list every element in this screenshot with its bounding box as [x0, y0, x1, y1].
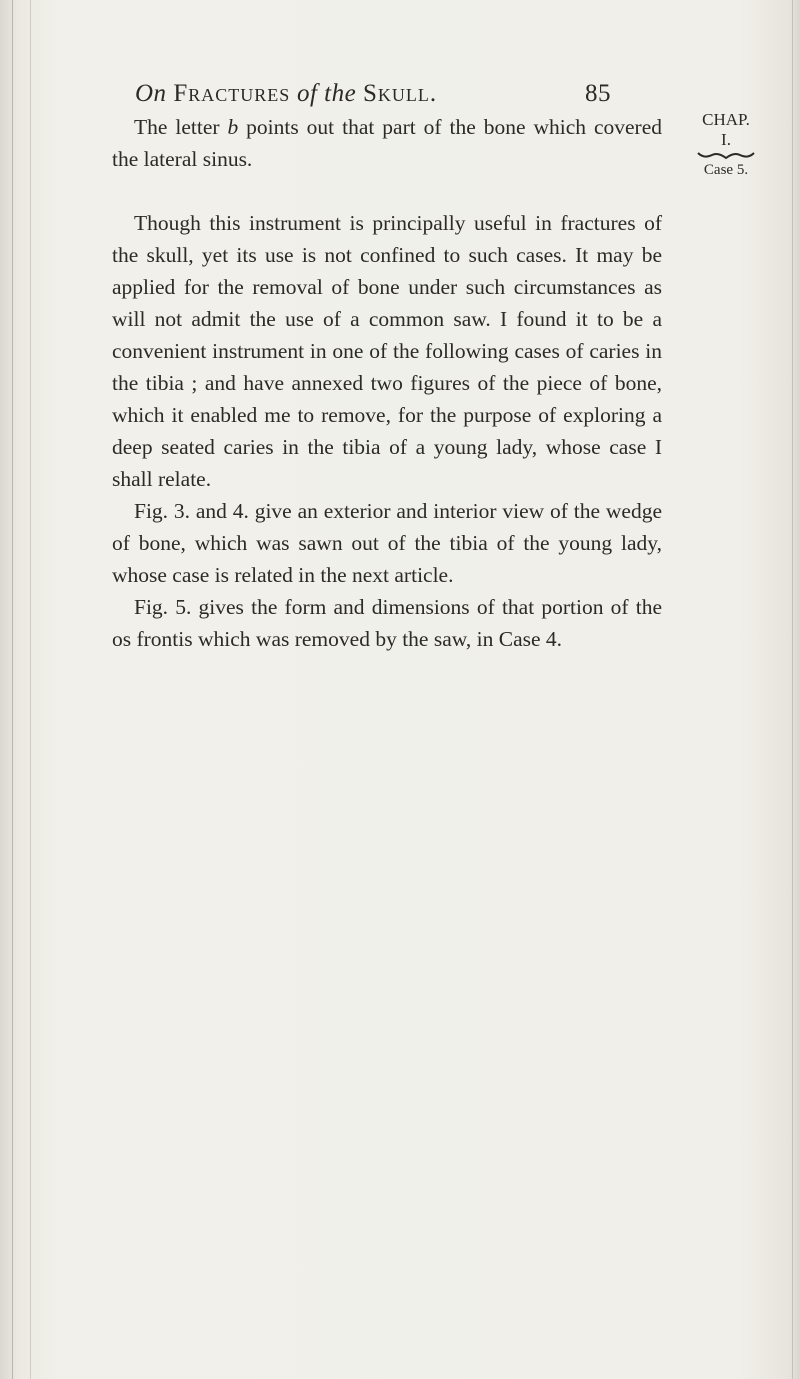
- chapter-label: CHAP.: [702, 110, 750, 129]
- brace-icon: [696, 150, 756, 160]
- page-edge-line: [12, 0, 13, 1379]
- page-number: 85: [585, 80, 611, 107]
- body-text: [112, 111, 662, 655]
- letter-b: b: [227, 115, 239, 139]
- margin-note: [666, 110, 786, 180]
- title-main: Fractures: [173, 80, 291, 107]
- title-end: Skull.: [362, 80, 438, 107]
- page-edge-line: [792, 0, 793, 1379]
- paragraph-text: The letter: [134, 115, 228, 139]
- chapter-number: I.: [721, 130, 731, 149]
- page-edge-line: [30, 0, 31, 1379]
- paragraph-letter-b: [112, 111, 662, 175]
- running-title: [135, 80, 437, 108]
- title-prefix: On: [135, 80, 167, 107]
- paragraph-text: points out that part of the bone which covered the lateral sinus.: [112, 115, 662, 171]
- case-label: Case 5.: [703, 162, 749, 178]
- paragraph-instrument: Though this instrument is principally useful in fractures of the skull, yet its use is not confined to such cases. It may be applied for the removal of bone under such circumstances as will not admit the use of a common saw. I found it to be a convenient instrument in one of the following cases of caries in the tibia ; and have annexed two figures of the piece of bone, which it enabled me to remove, for the purpose of exploring a deep seated caries in the tibia of a young lady, whose case I shall relate.: [112, 211, 662, 491]
- paragraph-fig-5: Fig. 5. gives the form and dimensions of that portion of the os frontis which was removed by the saw, in Case 4.: [112, 595, 662, 651]
- title-of: of the: [296, 80, 357, 107]
- paragraph-fig-3-4: Fig. 3. and 4. give an exterior and interior view of the wedge of bone, which was sawn out of the tibia of the young lady, whose case is related in the next article.: [112, 499, 662, 587]
